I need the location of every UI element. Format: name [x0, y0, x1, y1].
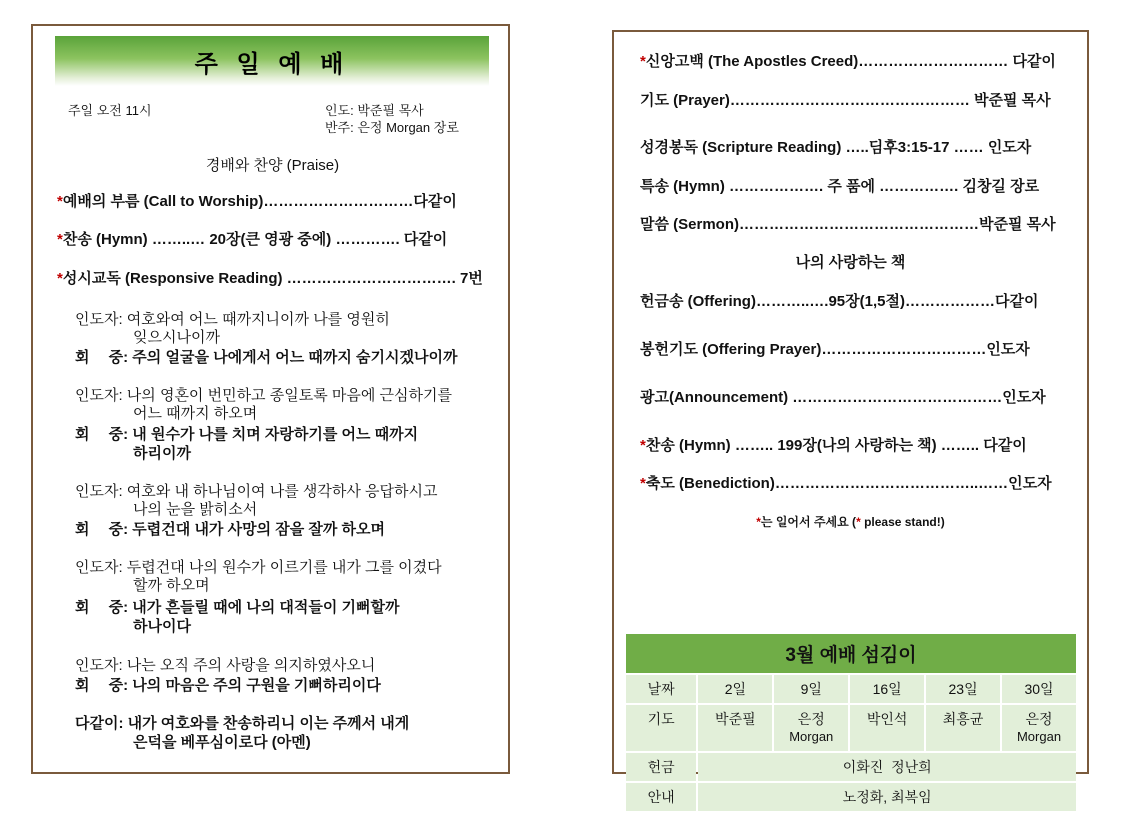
reading-leader-line: 인도자: 나는 오직 주의 사랑을 의지하였사오니	[75, 657, 376, 674]
table-cell: 은정 Morgan	[1002, 705, 1076, 751]
table-cell: 23일	[926, 675, 1000, 703]
order-item-hymn-199: *찬송 (Hymn) …….. 199장(나의 사랑하는 책) …….. 다같이	[640, 437, 1027, 454]
stand-marker: *	[640, 53, 646, 70]
reading-leader-line: 인도자: 여호와 내 하나님이여 나를 생각하사 응답하시고	[75, 483, 438, 500]
table-cell: 박인석	[850, 705, 924, 751]
stand-note: *는 일어서 주세요 (* please stand!)	[756, 515, 945, 529]
reading-congregation-line: 하리이까	[133, 445, 191, 462]
reading-congregation-line: 회 중: 주의 얼굴을 나에게서 어느 때까지 숨기시겠나이까	[75, 349, 458, 366]
table-row	[626, 783, 1076, 811]
reading-leader-line: 잊으시나이까	[133, 329, 220, 346]
order-item-apostles-creed: *신앙고백 (The Apostles Creed)………………………… 다같이	[640, 53, 1056, 70]
reading-leader-line: 인도자: 여호와여 어느 때까지니이까 나를 영원히	[75, 311, 390, 328]
reading-congregation-line: 회 중: 두렵건대 내가 사망의 잠을 잘까 하오며	[75, 521, 385, 538]
table-cell: 최흥균	[926, 705, 1000, 751]
reading-congregation-line: 회 중: 내 원수가 나를 치며 자랑하기를 어느 때까지	[75, 426, 419, 443]
reading-final-line: 은덕을 베푸심이로다 (아멘)	[133, 734, 311, 751]
stand-marker: *	[57, 231, 63, 248]
stand-marker: *	[640, 437, 646, 454]
stand-marker: *	[57, 270, 63, 287]
table-cell: 기도	[626, 705, 696, 751]
reading-congregation-line: 회 중: 내가 흔들릴 때에 나의 대적들이 기뻐할까	[75, 599, 400, 616]
order-item-benediction: *축도 (Benediction)…………………………………..……인도자	[640, 475, 1052, 492]
service-leader: 인도: 박준필 목사	[325, 103, 424, 118]
reading-leader-line: 할까 하오며	[133, 577, 210, 594]
table-cell: 16일	[850, 675, 924, 703]
schedule-table	[624, 632, 1078, 813]
table-row	[626, 705, 1076, 751]
order-item-prayer: 기도 (Prayer)………………………………………… 박준필 목사	[640, 92, 1051, 109]
table-cell: 헌금	[626, 753, 696, 781]
order-item-call-to-worship: *예배의 부름 (Call to Worship)…………………………다같이	[57, 193, 457, 210]
reading-congregation-line: 하나이다	[133, 618, 191, 635]
table-cell: 은정 Morgan	[774, 705, 848, 751]
reading-leader-line: 어느 때까지 하오며	[133, 405, 258, 422]
order-item-announcement: 광고(Announcement) ……………………………………인도자	[640, 389, 1046, 406]
stand-marker: *	[57, 193, 63, 210]
order-item-offering-prayer: 봉헌기도 (Offering Prayer)……………………………인도자	[640, 341, 1030, 358]
table-cell: 이화진 정난희	[698, 753, 1076, 781]
reading-leader-line: 인도자: 나의 영혼이 번민하고 종일토록 마음에 근심하기를	[75, 387, 452, 404]
order-item-responsive-reading: *성시교독 (Responsive Reading) ……………………………. 7번	[57, 270, 483, 287]
table-cell: 9일	[774, 675, 848, 703]
schedule-title: 3월 예배 섬김이	[626, 634, 1076, 673]
order-item-hymn: *찬송 (Hymn) ……..… 20장(큰 영광 중에) …………. 다같이	[57, 231, 448, 248]
order-item-special-hymn: 특송 (Hymn) ………………. 주 품에 ……………. 김창길 장로	[640, 178, 1040, 195]
service-time: 주일 오전 11시	[68, 103, 152, 118]
table-cell: 2일	[698, 675, 772, 703]
reading-final-line: 다같이: 내가 여호와를 찬송하리니 이는 주께서 내게	[75, 715, 410, 732]
title-banner	[55, 36, 489, 86]
reading-leader-line: 나의 눈을 밝히소서	[133, 501, 258, 518]
right-panel	[612, 30, 1089, 805]
service-accompanist: 반주: 은정 Morgan 장로	[325, 120, 459, 135]
table-cell: 날짜	[626, 675, 696, 703]
table-cell: 안내	[626, 783, 696, 811]
table-row	[626, 675, 1076, 703]
table-cell: 노정화, 최복임	[698, 783, 1076, 811]
order-item-offering: 헌금송 (Offering)………..….95장(1,5절)………………다같이	[640, 293, 1039, 310]
order-item-sermon: 말씀 (Sermon)…………………………………………박준필 목사	[640, 216, 1056, 233]
reading-congregation-line: 회 중: 나의 마음은 주의 구원을 기뻐하리이다	[75, 677, 381, 694]
table-row	[626, 753, 1076, 781]
left-panel	[31, 24, 510, 774]
table-cell: 박준필	[698, 705, 772, 751]
order-item-scripture: 성경봉독 (Scripture Reading) …..딤후3:15-17 …… 인도자	[640, 139, 1032, 156]
reading-leader-line: 인도자: 두렵건대 나의 원수가 이르기를 내가 그를 이겼다	[75, 559, 442, 576]
love-book-heading: 나의 사랑하는 책	[795, 254, 906, 271]
table-cell: 30일	[1002, 675, 1076, 703]
service-title: 주 일 예 배	[194, 51, 350, 78]
praise-heading: 경배와 찬양 (Praise)	[205, 157, 340, 174]
stand-marker: *	[640, 475, 646, 492]
